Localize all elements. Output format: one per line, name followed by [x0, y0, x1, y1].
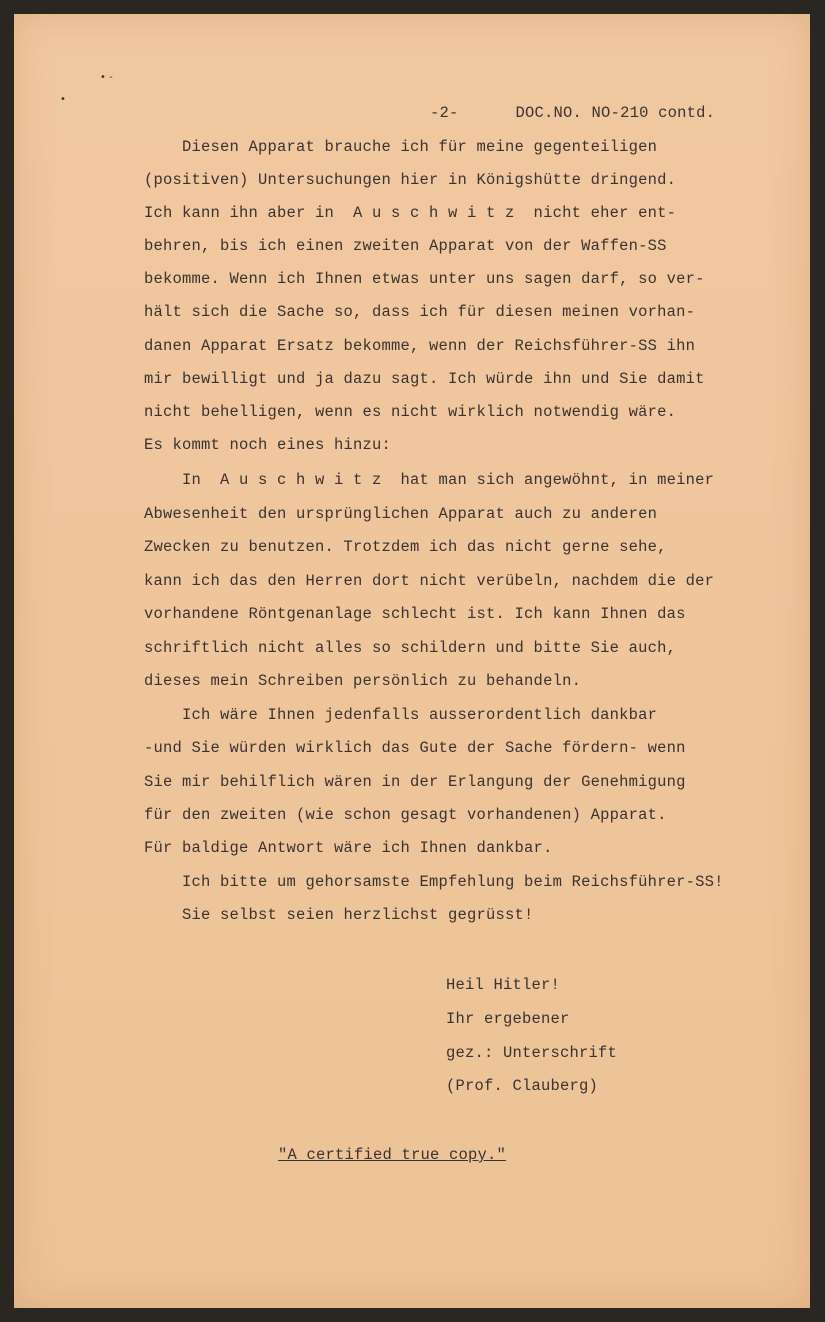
body-line: -und Sie würden wirklich das Gute der Sache fördern- wenn: [144, 739, 686, 757]
body-line: behren, bis ich einen zweiten Apparat von der Waffen-SS: [144, 237, 667, 255]
margin-mark-icon: •: [60, 94, 66, 105]
body-line: schriftlich nicht alles so schildern und bitte Sie auch,: [144, 639, 677, 657]
body-line: mir bewilligt und ja dazu sagt. Ich würde ihn und Sie damit: [144, 370, 705, 388]
body-line: für den zweiten (wie schon gesagt vorhandenen) Apparat.: [144, 806, 667, 824]
page-header: [392, 86, 715, 140]
closing-line: Ihr ergebener: [446, 1010, 570, 1028]
certification-note: "A certified true copy.": [278, 1146, 507, 1164]
body-line: bekomme. Wenn ich Ihnen etwas unter uns sagen darf, so ver-: [144, 270, 705, 288]
document-reference: DOC.NO. NO-210 contd.: [515, 104, 716, 122]
closing-line: gez.: Unterschrift: [446, 1044, 618, 1062]
body-line: nicht behelligen, wenn es nicht wirklich notwendig wäre.: [144, 403, 677, 421]
body-line: Sie mir behilflich wären in der Erlangung der Genehmigung: [144, 773, 686, 791]
body-line: vorhandene Röntgenanlage schlecht ist. Ich kann Ihnen das: [144, 605, 686, 623]
letter-body: [144, 138, 804, 938]
body-line: Es kommt noch eines hinzu:: [144, 436, 392, 454]
body-line: kann ich das den Herren dort nicht verübeln, nachdem die der: [144, 572, 715, 590]
closing-line: Heil Hitler!: [446, 976, 561, 994]
body-line: Diesen Apparat brauche ich für meine gegenteiligen: [144, 138, 658, 156]
document-page: [14, 14, 810, 1308]
body-line: dieses mein Schreiben persönlich zu behandeln.: [144, 672, 582, 690]
body-line: Ich wäre Ihnen jedenfalls ausserordentlich dankbar: [144, 706, 658, 724]
body-line: Abwesenheit den ursprünglichen Apparat auch zu anderen: [144, 505, 658, 523]
body-line: Ich bitte um gehorsamste Empfehlung beim Reichsführer-SS!: [144, 873, 724, 891]
body-line: danen Apparat Ersatz bekomme, wenn der Reichsführer-SS ihn: [144, 337, 696, 355]
body-line: Zwecken zu benutzen. Trotzdem ich das nicht gerne sehe,: [144, 538, 667, 556]
body-line: Sie selbst seien herzlichst gegrüsst!: [144, 906, 534, 924]
body-line: (positiven) Untersuchungen hier in Königshütte dringend.: [144, 171, 677, 189]
closing-line: (Prof. Clauberg): [446, 1077, 599, 1095]
body-line: In A u s c h w i t z hat man sich angewöhnt, in meiner: [144, 471, 715, 489]
body-line: hält sich die Sache so, dass ich für diesen meinen vorhan-: [144, 303, 696, 321]
body-line: Für baldige Antwort wäre ich Ihnen dankbar.: [144, 839, 553, 857]
signature-block: [446, 976, 746, 1116]
margin-mark-icon: • -: [100, 72, 113, 83]
page-number: -2-: [430, 104, 459, 122]
body-line: Ich kann ihn aber in A u s c h w i t z nicht eher ent-: [144, 204, 677, 222]
